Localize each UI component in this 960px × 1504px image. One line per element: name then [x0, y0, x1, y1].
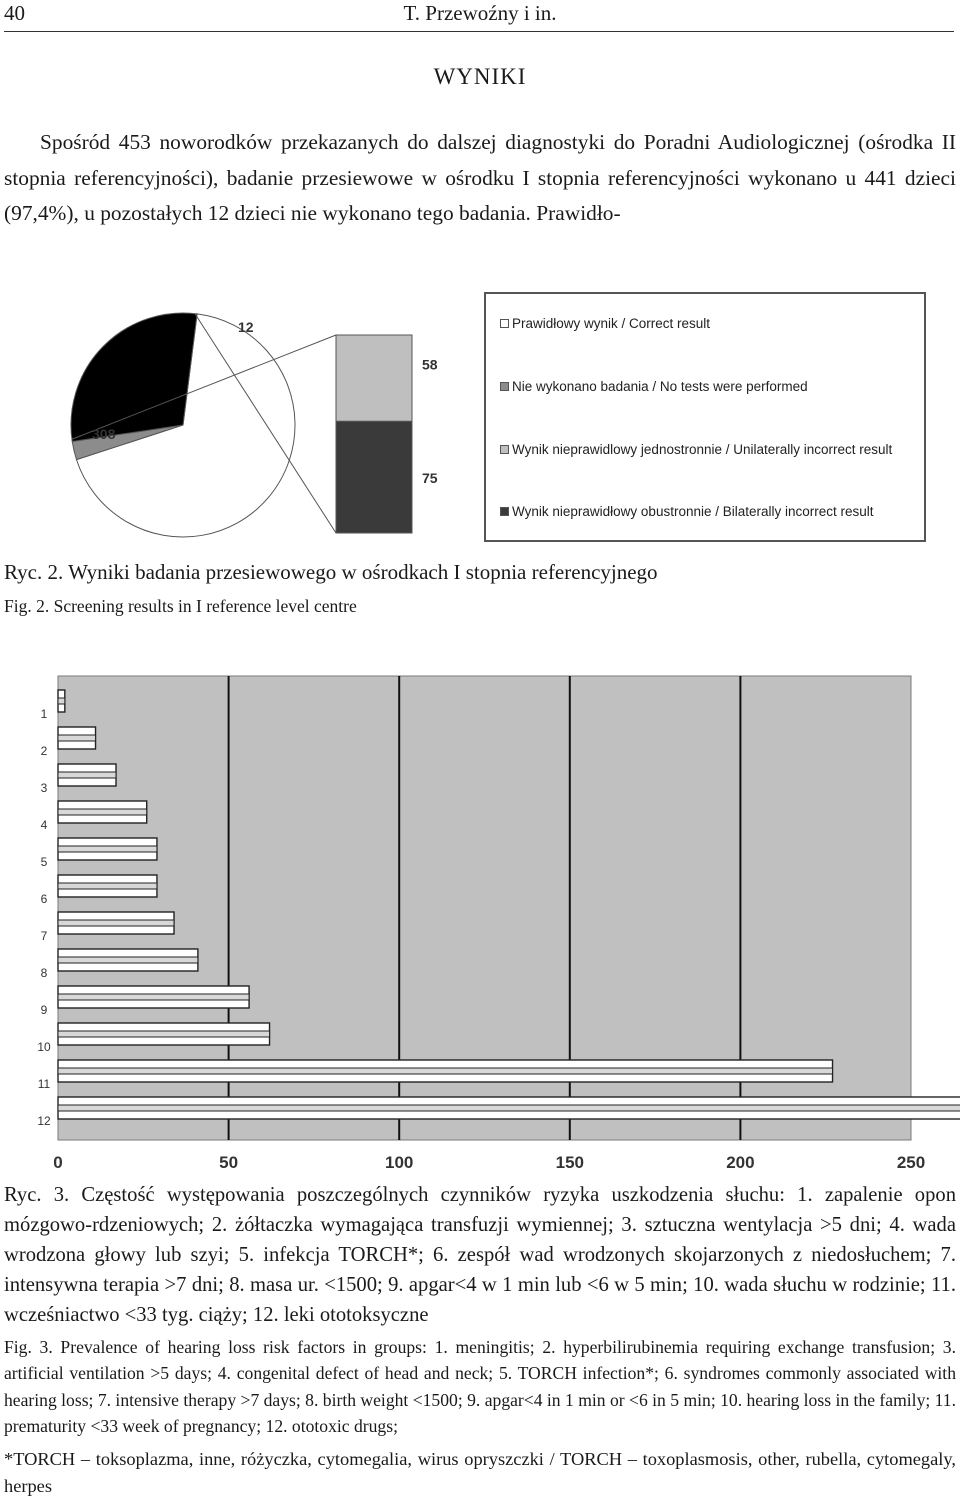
- bar-7: [58, 912, 174, 934]
- x-tick-label: 250: [896, 1153, 926, 1172]
- bar-8-stripe: [58, 957, 198, 963]
- y-tick-label-2: 2: [40, 744, 48, 758]
- y-tick-label-1: 1: [40, 707, 48, 721]
- y-tick-label-4: 4: [40, 818, 48, 832]
- legend-swatch-unilateral: [500, 445, 509, 454]
- pie-chart: [0, 280, 480, 550]
- page-header: [0, 0, 960, 30]
- bar-12: [58, 1097, 960, 1119]
- bar-10-stripe: [58, 1031, 270, 1037]
- breakout-bar-unilateral: [336, 335, 412, 421]
- legend-swatch-bilateral: [500, 507, 509, 516]
- bar-8: [58, 949, 198, 971]
- bar-7-stripe: [58, 920, 174, 926]
- x-tick-label: 150: [555, 1153, 584, 1172]
- section-title: WYNIKI: [433, 64, 527, 89]
- legend-item-bilateral: [500, 504, 874, 519]
- y-tick-label-3: 3: [40, 781, 48, 795]
- running-head: T. Przewoźny i in.: [403, 1, 557, 25]
- figure-2: [0, 280, 960, 550]
- y-tick-label-6: 6: [40, 892, 48, 906]
- figure-3-caption-pl: Ryc. 3. Częstość występowania poszczególnych czynników ryzyka uszkodzenia słuchu: 1. zapalenie opon mózgowo-rdzeniowych; 2. żółtaczka wymagająca transfuzji wymiennej; 3. sztuczna wentylacja >5 dni; 4. wada wrodzona głowy lub szyi; 5. infekcja TORCH*; 6. zespół wad wrodzonych skojarzonych z niedosłuchem; 7. intensywna terapia >7 dni; 8. masa ur. <1500; 9. apgar<4 w 1 min lub <6 w 5 min; 10. wada słuchu w rodzinie; 11. wcześniactwo <33 tyg. ciąży; 12. leki ototoksyczne: [4, 1184, 956, 1326]
- bar-6-stripe: [58, 883, 157, 889]
- y-tick-label-9: 9: [40, 1003, 48, 1017]
- legend-item-not-performed: [500, 379, 808, 394]
- legend-swatch-not-performed: [500, 382, 509, 391]
- bar-9: [58, 986, 249, 1008]
- legend-item-unilateral: [500, 442, 892, 457]
- bar-9-stripe: [58, 994, 249, 1000]
- y-tick-label-11: 11: [37, 1077, 51, 1091]
- pie-label-correct: 308: [92, 426, 116, 442]
- bar-3: [58, 764, 116, 786]
- legend-item-correct: [500, 316, 710, 331]
- header-rule: [4, 31, 954, 32]
- x-tick-label: 200: [726, 1153, 755, 1172]
- legend-swatch-correct: [500, 319, 509, 328]
- bar-10: [58, 1023, 270, 1045]
- bar-11: [58, 1060, 833, 1082]
- bar-1: [58, 690, 65, 712]
- breakout-label-unilateral: 58: [422, 356, 438, 373]
- breakout-bar-bilateral: [336, 421, 412, 533]
- figure-2-caption-en: Fig. 2. Screening results in I reference level centre: [4, 596, 357, 616]
- bar-4-stripe: [58, 809, 147, 815]
- x-tick-label: 100: [385, 1153, 414, 1172]
- y-tick-label-8: 8: [40, 966, 48, 980]
- pie-label-not-performed: 12: [238, 319, 254, 335]
- bar-3-stripe: [58, 772, 116, 778]
- legend-label-unilateral: Wynik nieprawidlowy jednostronnie / Unilaterally incorrect result: [512, 442, 893, 457]
- x-tick-label: 0: [53, 1153, 63, 1172]
- y-tick-label-10: 10: [37, 1040, 51, 1054]
- figure-3-caption-en: Fig. 3. Prevalence of hearing loss risk factors in groups: 1. meningitis; 2. hyperbilirubinemia requiring exchange transfusion; 3. artificial ventilation >5 days; 4. congenital defect of head and neck; 5. TORCH infection*; 6. syndromes commonly associated with hearing loss; 7. intensive therapy >7 days; 8. birth weight <1500; 9. apgar<4 in 1 min or <6 in 5 min; 10. hearing loss in the family; 11. prematurity <33 week of pregnancy; 12. ototoxic drugs;: [4, 1337, 956, 1437]
- bar-5: [58, 838, 157, 860]
- bar-11-stripe: [58, 1068, 833, 1074]
- page-number: 40: [4, 1, 25, 25]
- pie-legend: [484, 292, 926, 542]
- bar-2: [58, 727, 96, 749]
- figure-3: [0, 668, 960, 1176]
- legend-label-not-performed: Nie wykonano badania / No tests were performed: [512, 379, 808, 394]
- bar-2-stripe: [58, 735, 96, 741]
- bar-5-stripe: [58, 846, 157, 852]
- figure-2-caption-pl: Ryc. 2. Wyniki badania przesiewowego w ośrodkach I stopnia referencyjnego: [4, 560, 658, 584]
- bar-12-stripe: [58, 1105, 960, 1111]
- pie-slice-incorrect: [71, 313, 197, 441]
- legend-label-bilateral: Wynik nieprawidłowy obustronnie / Bilaterally incorrect result: [512, 504, 874, 519]
- legend-label-correct: Prawidłowy wynik / Correct result: [512, 316, 711, 331]
- body-paragraph: Spośród 453 noworodków przekazanych do dalszej diagnostyki do Poradni Audiologicznej (ośrodka II stopnia referencyjności), badanie przesiewowe w ośrodku I stopnia referencyjności wykonano u 441 dzieci (97,4%), u pozostałych 12 dzieci nie wykonano tego badania. Prawidło-: [4, 130, 956, 225]
- y-tick-label-5: 5: [40, 855, 48, 869]
- breakout-label-bilateral: 75: [422, 469, 438, 486]
- bar-6: [58, 875, 157, 897]
- y-tick-label-12: 12: [37, 1114, 51, 1128]
- bar-1-stripe: [58, 698, 65, 704]
- bar-4: [58, 801, 147, 823]
- x-tick-label: 50: [219, 1153, 239, 1172]
- bar-chart: [0, 668, 960, 1176]
- y-tick-label-7: 7: [40, 929, 48, 943]
- footnote: *TORCH – toksoplazma, inne, różyczka, cytomegalia, wirus opryszczki / TORCH – toxoplasmosis, other, rubella, cytomegaly, herpes: [4, 1449, 956, 1496]
